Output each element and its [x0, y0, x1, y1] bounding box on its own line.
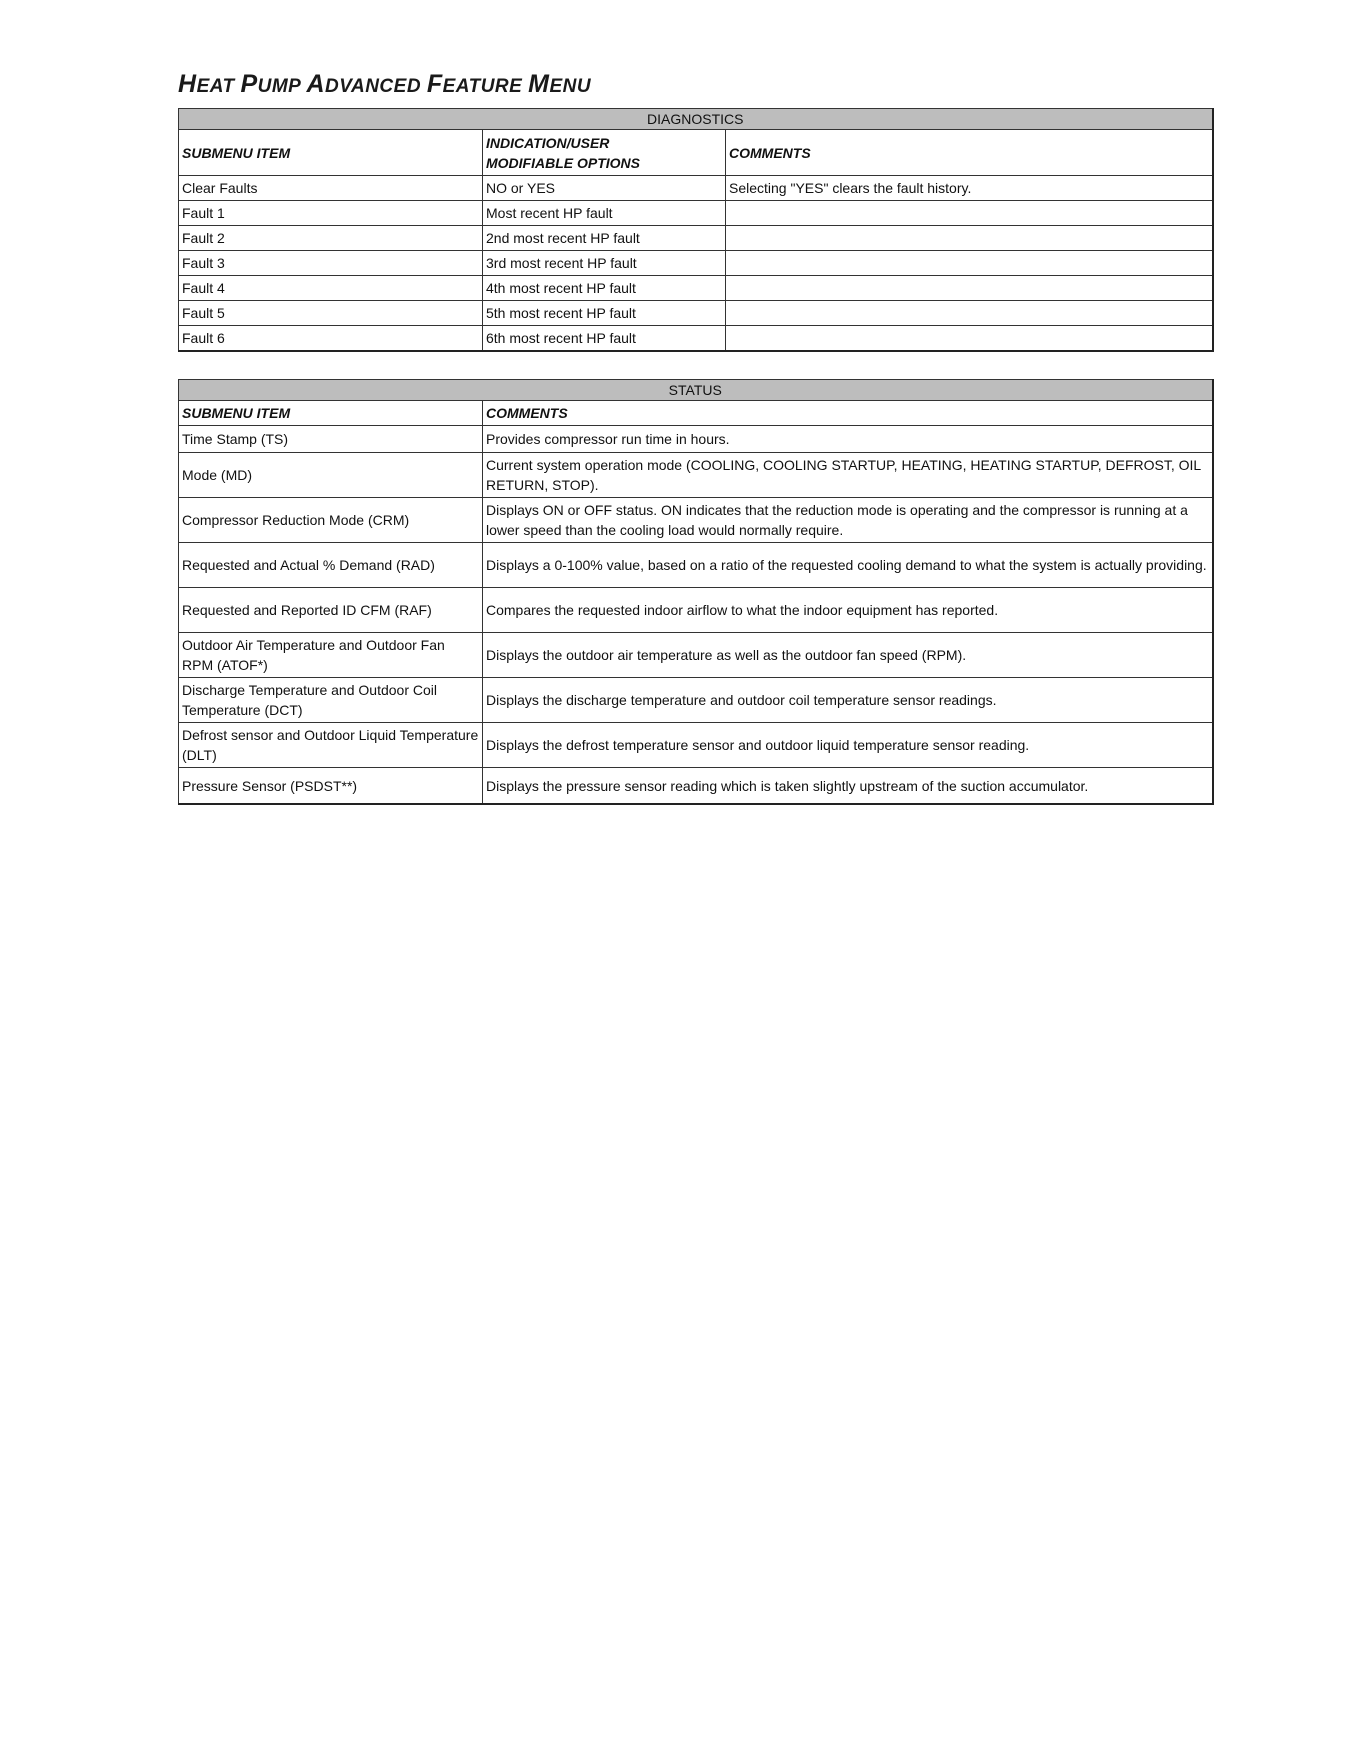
title-cap: F — [426, 70, 443, 98]
comment-cell — [726, 326, 1213, 352]
comment-cell: Selecting "YES" clears the fault history. — [726, 176, 1213, 201]
comment-cell — [726, 201, 1213, 226]
table-row — [179, 498, 1213, 543]
submenu-item: Requested and Actual % Demand (RAD) — [179, 543, 483, 588]
table-row — [179, 251, 1213, 276]
table-row — [179, 543, 1213, 588]
comment-cell: Provides compressor run time in hours. — [483, 426, 1213, 453]
comment-cell: Displays the defrost temperature sensor and outdoor liquid temperature sensor reading. — [483, 723, 1213, 768]
title-rest: DVANCED — [325, 76, 422, 97]
title-rest: UMP — [257, 76, 301, 97]
header-indication-line2: MODIFIABLE OPTIONS — [486, 154, 640, 171]
comment-cell: Displays the discharge temperature and outdoor coil temperature sensor readings. — [483, 678, 1213, 723]
title-cap: M — [528, 70, 550, 98]
header-indication-options — [483, 130, 726, 176]
title-rest: ENU — [549, 76, 592, 97]
submenu-item: Fault 4 — [179, 276, 483, 301]
table-row — [179, 588, 1213, 633]
header-submenu-item: SUBMENU ITEM — [179, 401, 483, 426]
header-indication-line1: INDICATION/USER — [486, 134, 610, 151]
title-cap: H — [178, 70, 197, 98]
options-cell: 5th most recent HP fault — [483, 301, 726, 326]
diagnostics-section-label: DIAGNOSTICS — [179, 109, 1213, 130]
options-cell: 2nd most recent HP fault — [483, 226, 726, 251]
submenu-item: Discharge Temperature and Outdoor Coil Temperature (DCT) — [179, 678, 483, 723]
diagnostics-table — [178, 108, 1214, 352]
table-row — [179, 453, 1213, 498]
title-cap: A — [306, 70, 325, 98]
header-submenu-item: SUBMENU ITEM — [179, 130, 483, 176]
comment-cell: Displays ON or OFF status. ON indicates that the reduction mode is operating and the compressor is running at a lower speed than the cooling load would normally require. — [483, 498, 1213, 543]
comment-cell: Compares the requested indoor airflow to what the indoor equipment has reported. — [483, 588, 1213, 633]
table-row — [179, 226, 1213, 251]
status-section-header — [179, 380, 1213, 401]
table-row — [179, 201, 1213, 226]
comment-cell — [726, 301, 1213, 326]
title-rest: EAT — [196, 76, 235, 97]
comment-cell — [726, 276, 1213, 301]
diagnostics-section-header — [179, 109, 1213, 130]
submenu-item: Fault 3 — [179, 251, 483, 276]
page-title — [178, 70, 591, 99]
comment-cell: Displays the outdoor air temperature as well as the outdoor fan speed (RPM). — [483, 633, 1213, 678]
comment-cell — [726, 251, 1213, 276]
table-row — [179, 301, 1213, 326]
comment-cell: Displays a 0-100% value, based on a ratio of the requested cooling demand to what the system is actually providing. — [483, 543, 1213, 588]
title-cap: P — [240, 70, 258, 98]
options-cell: 6th most recent HP fault — [483, 326, 726, 352]
submenu-item: Fault 1 — [179, 201, 483, 226]
submenu-item: Requested and Reported ID CFM (RAF) — [179, 588, 483, 633]
table-row — [179, 426, 1213, 453]
submenu-item: Fault 6 — [179, 326, 483, 352]
submenu-item: Defrost sensor and Outdoor Liquid Temperature (DLT) — [179, 723, 483, 768]
table-row — [179, 176, 1213, 201]
title-rest: EATURE — [442, 76, 523, 97]
options-cell: NO or YES — [483, 176, 726, 201]
submenu-item: Fault 2 — [179, 226, 483, 251]
header-comments: COMMENTS — [483, 401, 1213, 426]
table-row — [179, 723, 1213, 768]
options-cell: 4th most recent HP fault — [483, 276, 726, 301]
options-cell: 3rd most recent HP fault — [483, 251, 726, 276]
submenu-item: Clear Faults — [179, 176, 483, 201]
status-table — [178, 379, 1214, 805]
submenu-item: Fault 5 — [179, 301, 483, 326]
table-row — [179, 678, 1213, 723]
submenu-item: Outdoor Air Temperature and Outdoor Fan RPM (ATOF*) — [179, 633, 483, 678]
table-row — [179, 633, 1213, 678]
comment-cell: Current system operation mode (COOLING, COOLING STARTUP, HEATING, HEATING STARTUP, DEFROST, OIL RETURN, STOP). — [483, 453, 1213, 498]
submenu-item: Mode (MD) — [179, 453, 483, 498]
status-section-label: STATUS — [179, 380, 1213, 401]
header-comments: COMMENTS — [726, 130, 1213, 176]
submenu-item: Compressor Reduction Mode (CRM) — [179, 498, 483, 543]
comment-cell — [726, 226, 1213, 251]
submenu-item: Time Stamp (TS) — [179, 426, 483, 453]
comment-cell: Displays the pressure sensor reading which is taken slightly upstream of the suction accumulator. — [483, 768, 1213, 805]
submenu-item: Pressure Sensor (PSDST**) — [179, 768, 483, 805]
table-row — [179, 276, 1213, 301]
table-row — [179, 768, 1213, 805]
table-row — [179, 326, 1213, 352]
diagnostics-column-headers — [179, 130, 1213, 176]
status-column-headers — [179, 401, 1213, 426]
options-cell: Most recent HP fault — [483, 201, 726, 226]
